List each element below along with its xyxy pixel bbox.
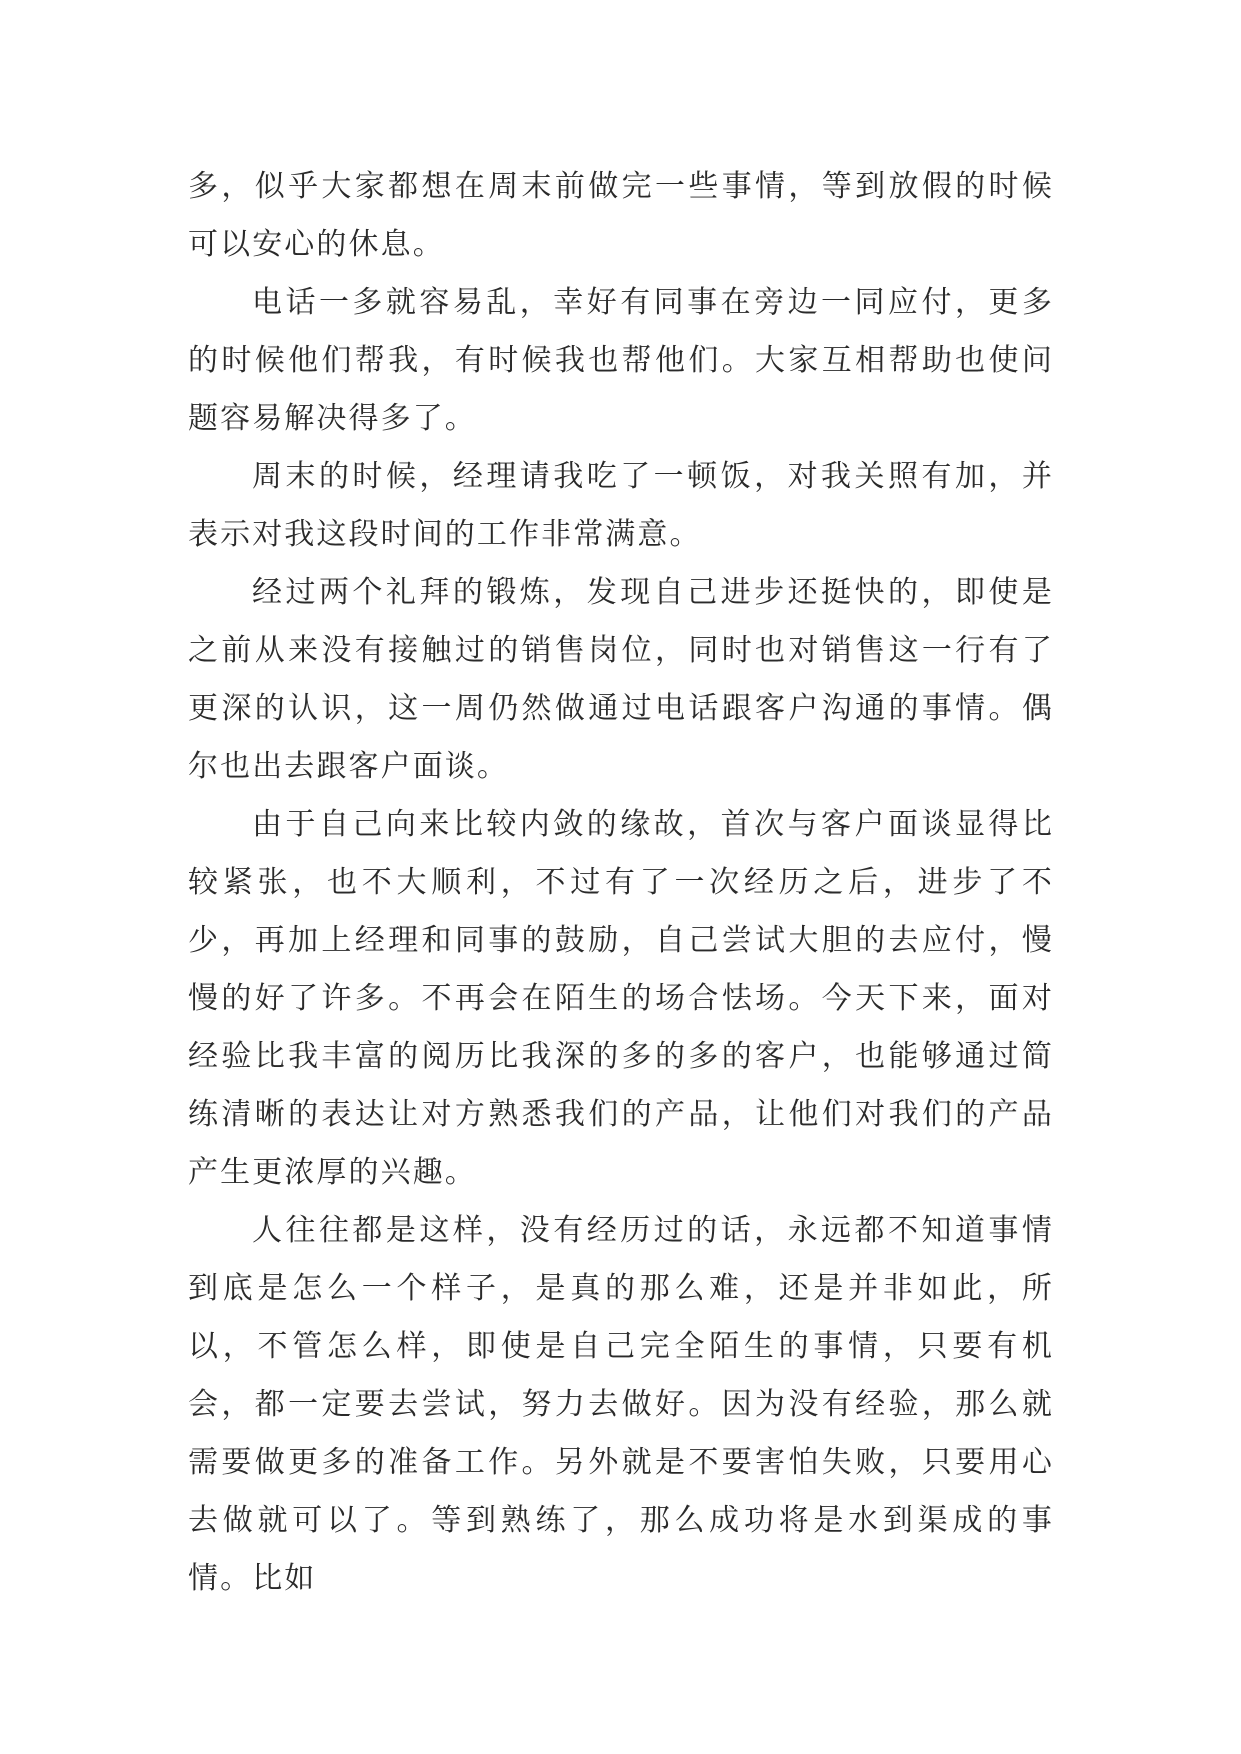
paragraph-continued: 多，似乎大家都想在周末前做完一些事情，等到放假的时候可以安心的休息。 — [188, 169, 1054, 262]
paragraph: 经过两个礼拜的锻炼，发现自己进步还挺快的，即使是之前从来没有接触过的销售岗位，同时也对销售这一行有了更深的认识，这一周仍然做通过电话跟客户沟通的事情。偶尔也出去跟客户面谈。 — [188, 575, 1054, 784]
paragraph: 周末的时候，经理请我吃了一顿饭，对我关照有加，并表示对我这段时间的工作非常满意。 — [188, 459, 1054, 552]
paragraph: 电话一多就容易乱，幸好有同事在旁边一同应付，更多的时候他们帮我，有时候我也帮他们。大家互相帮助也使问题容易解决得多了。 — [188, 285, 1054, 436]
paragraph: 由于自己向来比较内敛的缘故，首次与客户面谈显得比较紧张，也不大顺利，不过有了一次经历之后，进步了不少，再加上经理和同事的鼓励，自己尝试大胆的去应付，慢慢的好了许多。不再会在陌生的场合怯场。今天下来，面对经验比我丰富的阅历比我深的多的多的客户，也能够通过简练清晰的表达让对方熟悉我们的产品，让他们对我们的产品产生更浓厚的兴趣。 — [188, 807, 1054, 1190]
document-body — [188, 158, 1054, 1608]
paragraph: 人往往都是这样，没有经历过的话，永远都不知道事情到底是怎么一个样子，是真的那么难，还是并非如此，所以，不管怎么样，即使是自己完全陌生的事情，只要有机会，都一定要去尝试，努力去做好。因为没有经验，那么就需要做更多的准备工作。另外就是不要害怕失败，只要用心去做就可以了。等到熟练了，那么成功将是水到渠成的事情。比如 — [188, 1213, 1054, 1596]
